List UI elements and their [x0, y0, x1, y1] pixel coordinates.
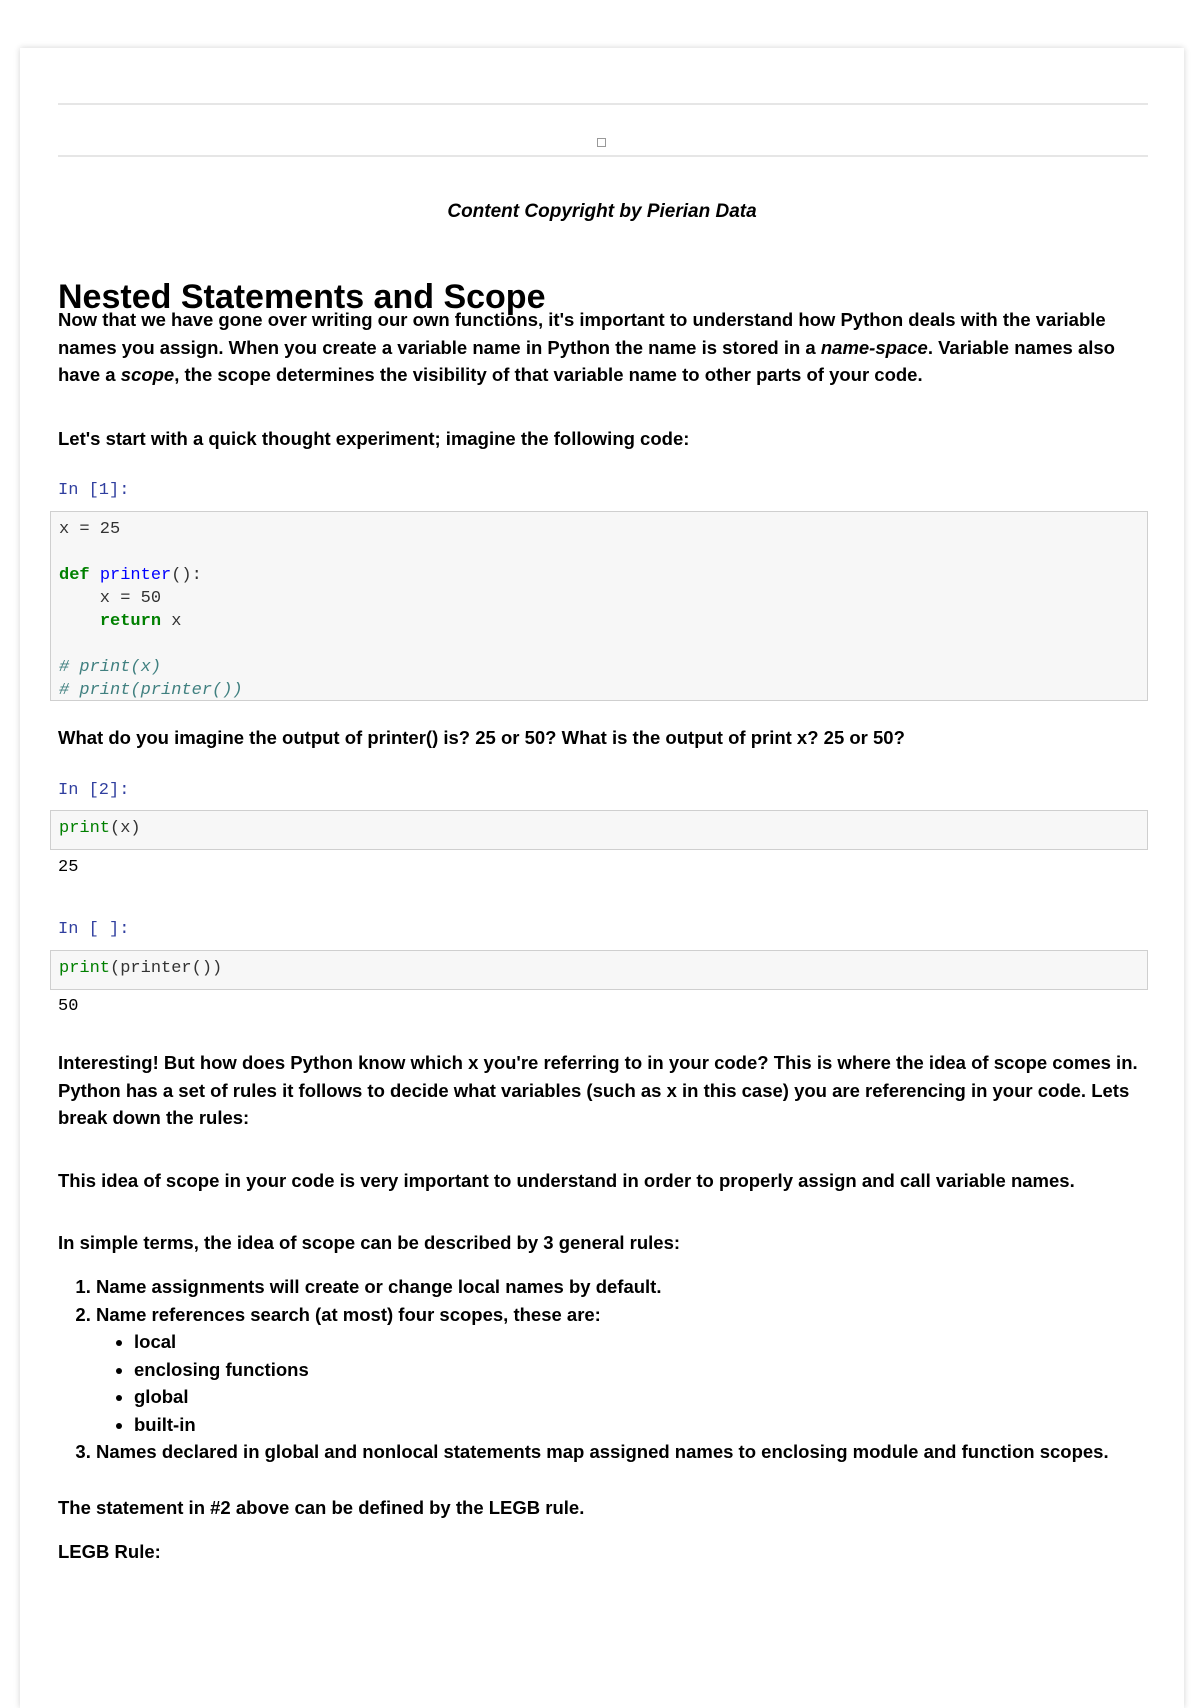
page-title: Nested Statements and Scope — [58, 278, 546, 316]
question-paragraph: What do you imagine the output of printer() is? 25 or 50? What is the output of print x? 25 or 50? — [58, 727, 905, 748]
scope-item-built-in: • built-in — [134, 1411, 1186, 1439]
intro-paragraph: Now that we have gone over writing our own functions, it's important to understand how Python deals with the variable names you assign. When you create a variable name in Python the name is stored in a name-space. Variable names also have a scope, the scope determines the visibility of that variable name to other parts of your code. — [58, 309, 1115, 385]
rule-item: 1. Name assignments will create or change local names by default. — [96, 1273, 1186, 1301]
legb-heading: LEGB Rule: — [58, 1541, 161, 1562]
thought-experiment-paragraph: Let's start with a quick thought experiment; imagine the following code: — [58, 428, 690, 449]
code-cell-1[interactable] — [50, 511, 1148, 701]
scope-term: scope — [120, 364, 175, 385]
scope-item-enclosing: • enclosing functions — [134, 1356, 1186, 1384]
top-divider — [58, 103, 1148, 105]
code-cell-2[interactable] — [50, 810, 1148, 850]
code-line: x = 25 — [59, 520, 121, 539]
scope-importance-paragraph: This idea of scope in your code is very important to understand in order to properly assign and call variable names. — [58, 1170, 1075, 1191]
scope-rules-list — [58, 1273, 1186, 1466]
code-cell-3[interactable] — [50, 950, 1148, 990]
cell-2-output: 25 — [58, 858, 79, 877]
code-line: x = 50 — [59, 589, 162, 608]
code-line — [59, 633, 1139, 656]
code-line: # print(x) — [59, 658, 162, 677]
scope-sublist — [96, 1328, 1186, 1438]
code-line: print(x) — [59, 819, 141, 838]
code-line: # print(printer()) — [59, 681, 243, 700]
notebook-page — [20, 48, 1184, 1708]
header-divider — [58, 155, 1148, 157]
broken-image-icon — [597, 138, 606, 147]
scope-item-global: • global — [134, 1383, 1186, 1411]
rule-item: 2. Name references search (at most) four scopes, these are: • local • enclosing functions • global • built-in — [96, 1301, 1186, 1439]
interesting-paragraph: Interesting! But how does Python know which x you're referring to in your code? This is where the idea of scope comes in. Python has a set of rules it follows to decide what variables (such as x in this case) you are referencing in your code. Lets break down the rules: — [58, 1052, 1138, 1128]
cell-3-output: 50 — [58, 997, 79, 1016]
cell-3-prompt: In [ ]: — [58, 920, 130, 939]
code-line: def printer(): — [59, 566, 202, 585]
simple-terms-paragraph: In simple terms, the idea of scope can be described by 3 general rules: — [58, 1232, 681, 1253]
copyright-text: Content Copyright by Pierian Data — [447, 201, 757, 222]
code-line: print(printer()) — [59, 959, 223, 978]
x-variable: x — [468, 1052, 479, 1073]
name-space-term: name-space — [820, 336, 928, 358]
cell-1-prompt: In [1]: — [58, 481, 130, 500]
rule-item: 3. Names declared in global and nonlocal statements map assigned names to enclosing module and function scopes. — [96, 1438, 1186, 1466]
cell-2-prompt: In [2]: — [58, 781, 130, 800]
code-line — [59, 541, 1139, 564]
legb-statement: The statement in #2 above can be defined by the LEGB rule. — [58, 1497, 585, 1518]
code-line: return x — [99, 612, 182, 631]
scope-item-local: • local — [134, 1328, 1186, 1356]
